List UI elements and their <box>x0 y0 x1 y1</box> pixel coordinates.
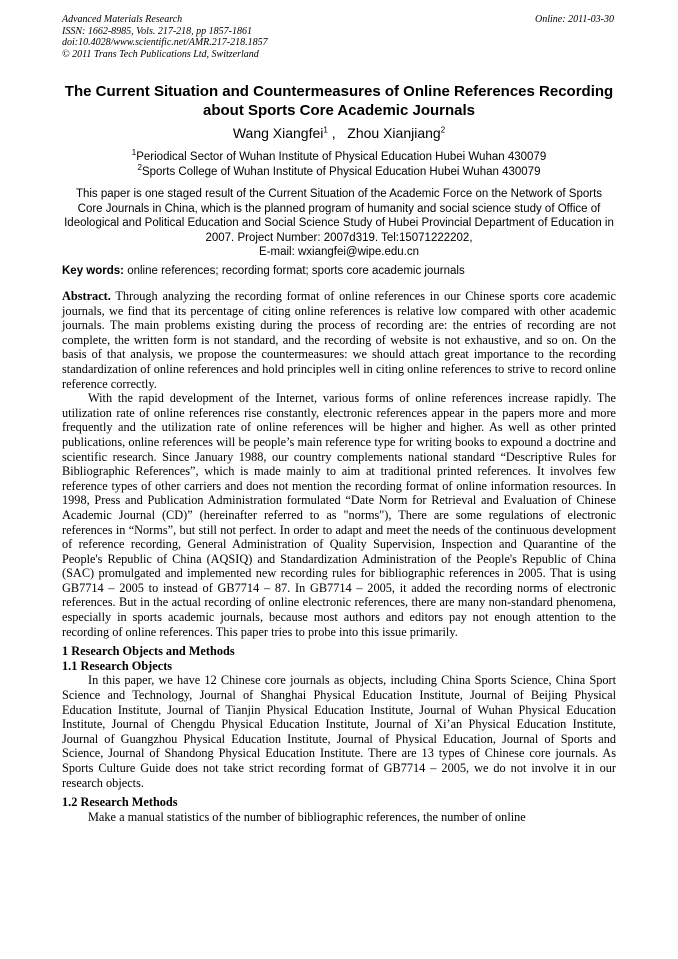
affiliation-mark: 1 <box>131 148 137 158</box>
paper-title: The Current Situation and Countermeasures of Online References Recording about Sports Core Academic Journals <box>64 83 614 119</box>
subsection-heading: 1.1 Research Objects <box>62 658 173 673</box>
author-2-affil-mark: 2 <box>440 125 446 135</box>
issn-line: ISSN: 1662-8985, Vols. 217-218, pp 1857-1861 <box>62 25 252 37</box>
keywords-text: online references; recording format; sports core academic journals <box>127 265 465 277</box>
subsection-heading: 1.2 Research Methods <box>62 795 178 810</box>
affiliation-2 <box>62 162 616 180</box>
affiliation-text: Periodical Sector of Wuhan Institute of Physical Education Hubei Wuhan 430079 <box>136 151 547 163</box>
affiliation-mark: 2 <box>137 162 142 172</box>
abstract-text: Through analyzing the recording format of online references in our Chinese sports core academic journals, we find that its percentage of citing online references is relative low compared with other academic journals. The main problems existing during the process of recording are: the entries of recording are not complete, the written form is not standard, and the recording of website is not exhaustive, and so on. On the basis of that analysis, we propose the countermeasures: we should attach great importance to the recording standardization of online references and hold principles well in citing online references to strive to record online reference correctly. <box>62 289 616 391</box>
paper-body <box>62 289 616 824</box>
journal-header <box>62 14 268 60</box>
abstract-label: Abstract. <box>62 289 111 303</box>
author-separator: , <box>327 125 336 141</box>
funding-note: This paper is one staged result of the Current Situation of the Academic Force on the Network of Sports Core Journals in China, which is the planned program of humanity and social science study of Office of Ideological and Political Education and Social Science Study of Hubei Provincial Department of Education in 2007. Project Number: 2007d319. Tel:15071222202, <box>64 188 614 244</box>
keywords <box>62 264 616 278</box>
affiliations <box>62 150 616 179</box>
copyright-line: © 2011 Trans Tech Publications Ltd, Switzerland <box>62 48 259 60</box>
email-line: E-mail: wxiangfei@wipe.edu.cn <box>259 246 419 258</box>
affiliation-text: Sports College of Wuhan Institute of Physical Education Hubei Wuhan 430079 <box>141 165 541 178</box>
journal-name: Advanced Materials Research <box>62 14 183 25</box>
keywords-label: Key words: <box>62 265 124 277</box>
author-line <box>62 124 616 142</box>
section-heading: 1 Research Objects and Methods <box>62 644 235 659</box>
research-methods-paragraph: Make a manual statistics of the number of bibliographic references, the number of online <box>88 809 526 824</box>
intro-paragraph: With the rapid development of the Internet, various forms of online references increase rapidly. The utilization rate of online references rise constantly, electronic references appear in the papers more and more frequently and the utilization rate of online references will be higher and higher. As well as other printed publications, online references will be people’s main reference type for writing books to expound a doctrine and scientific research. Since January 1988, our country complements national standard “Descriptive Rules for Bibliographic References”, which is made mainly to aim at traditional printed references. It involves few reference types of other carriers and does not mention the recording format of online information resources. In 1998, Press and Publication Administration formulated “Date Norm for Retrieval and Evaluation of Chinese Academic Journal (CD)” (hereinafter referred to as "norms"), There are some regulations of electronic references in “Norms”, but still not perfect. In order to adapt and meet the needs of the continuous development of reference recording, General Administration of Quality Supervision, Inspection and Quarantine of the People's Republic of China (AQSIQ) and Standardization Administration of the People's Republic of China (SAC) promulgated and implemented new recording rules for bibliographic references in 2005. That is using GB7714 – 2005 to instead of GB7714 – 87. In GB7714 – 2005, it added the recording norms of electronic references. But in the actual recording of online electronic references, there are many non-standard phenomena, especially in sports academic journals, because most authors and editors pay not enough attention to the recording of online references. This paper tries to probe into this issue primarily. <box>62 391 616 639</box>
author-1: Wang Xiangfei <box>232 125 324 141</box>
author-1-affil-mark: 1 <box>323 125 328 135</box>
affiliation-1 <box>62 150 616 165</box>
funding-note-block <box>62 187 616 260</box>
online-date: Online: 2011-03-30 <box>535 14 614 25</box>
abstract <box>62 289 616 391</box>
author-2: Zhou Xianjiang <box>347 125 441 141</box>
research-objects-paragraph: In this paper, we have 12 Chinese core journals as objects, including China Sports Science, China Sport Science and Technology, Journal of Shanghai Physical Education Institute, Journal of Beijing Physical Education Institute, Journal of Tianjin Physical Education Institute, Journal of Wuhan Physical Education Institute, Journal of Chengdu Physical Education Institute, Journal of Xi’an Physical Education Institute, Journal of Guangzhou Physical Education Institute, Journal of Physical Education, Journal of Sports and Science, Journal of Shandong Physical Education Institute. There are 13 types of Chinese core journals. As Sports Culture Guide does not take strict recording format of GB7714 – 2005, we do not involve it in our research objects. <box>62 673 616 790</box>
doi-line: doi:10.4028/www.scientific.net/AMR.217-218.1857 <box>62 37 268 48</box>
